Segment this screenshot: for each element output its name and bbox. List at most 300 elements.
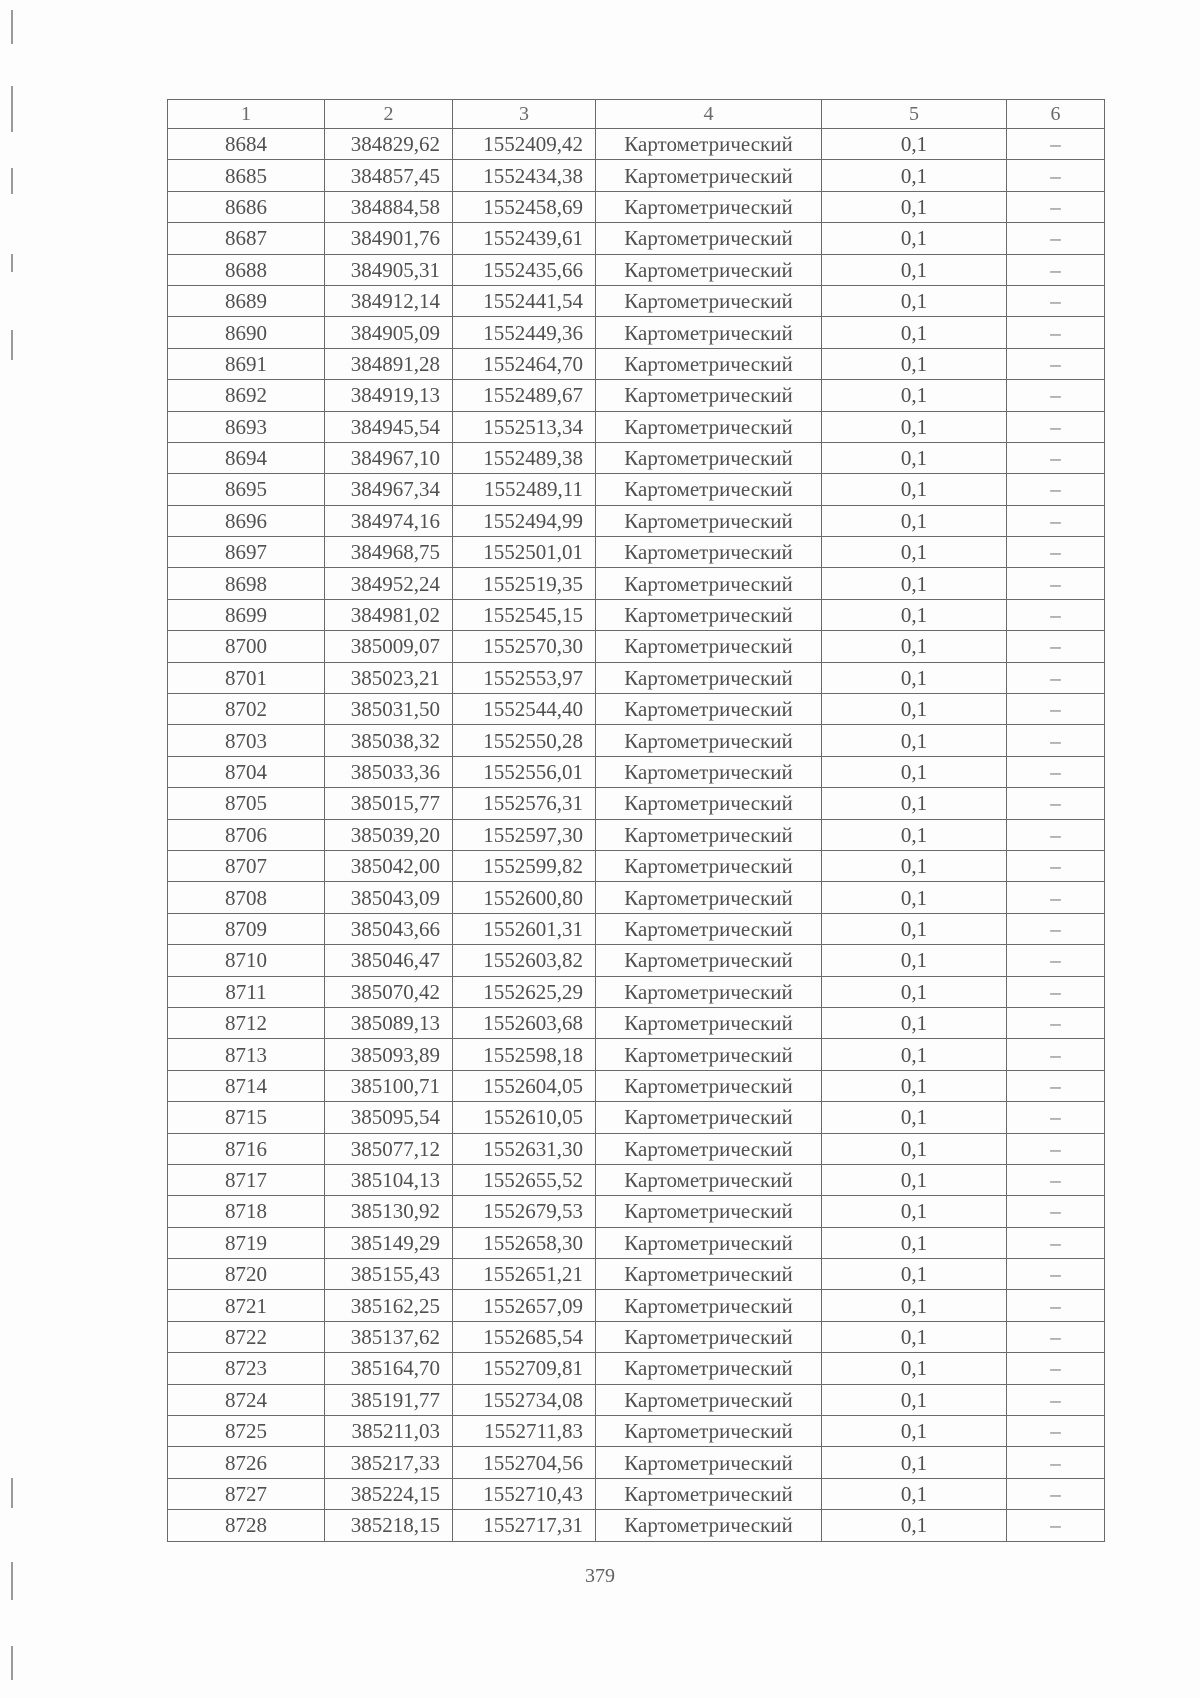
table-row (168, 1384, 1105, 1415)
cell-y-coordinate: 1552489,38 (453, 442, 596, 473)
cell-point-number: 8702 (168, 694, 325, 725)
cell-method: Картометрический (596, 788, 822, 819)
cell-x-coordinate: 385217,33 (325, 1447, 453, 1478)
column-header-1: 1 (168, 100, 325, 129)
cell-point-number: 8696 (168, 505, 325, 536)
cell-method: Картометрический (596, 505, 822, 536)
cell-accuracy: 0,1 (822, 725, 1007, 756)
cell-y-coordinate: 1552734,08 (453, 1384, 596, 1415)
cell-point-number: 8701 (168, 662, 325, 693)
cell-point-number: 8711 (168, 976, 325, 1007)
cell-note: – (1007, 380, 1105, 411)
cell-y-coordinate: 1552711,83 (453, 1416, 596, 1447)
cell-x-coordinate: 385031,50 (325, 694, 453, 725)
cell-note: – (1007, 819, 1105, 850)
cell-y-coordinate: 1552570,30 (453, 631, 596, 662)
cell-accuracy: 0,1 (822, 505, 1007, 536)
cell-y-coordinate: 1552709,81 (453, 1353, 596, 1384)
cell-method: Картометрический (596, 1039, 822, 1070)
cell-method: Картометрический (596, 191, 822, 222)
cell-accuracy: 0,1 (822, 1164, 1007, 1195)
cell-method: Картометрический (596, 1070, 822, 1101)
cell-method: Картометрический (596, 1227, 822, 1258)
cell-y-coordinate: 1552599,82 (453, 850, 596, 881)
cell-point-number: 8708 (168, 882, 325, 913)
cell-note: – (1007, 599, 1105, 630)
cell-y-coordinate: 1552600,80 (453, 882, 596, 913)
cell-note: – (1007, 694, 1105, 725)
cell-x-coordinate: 385043,09 (325, 882, 453, 913)
cell-point-number: 8714 (168, 1070, 325, 1101)
cell-y-coordinate: 1552545,15 (453, 599, 596, 630)
cell-x-coordinate: 385033,36 (325, 756, 453, 787)
cell-x-coordinate: 385095,54 (325, 1102, 453, 1133)
table-row (168, 788, 1105, 819)
cell-x-coordinate: 384968,75 (325, 537, 453, 568)
cell-y-coordinate: 1552464,70 (453, 348, 596, 379)
cell-method: Картометрический (596, 1133, 822, 1164)
table-row (168, 1321, 1105, 1352)
cell-point-number: 8704 (168, 756, 325, 787)
cell-accuracy: 0,1 (822, 380, 1007, 411)
cell-method: Картометрический (596, 380, 822, 411)
cell-note: – (1007, 1290, 1105, 1321)
cell-point-number: 8723 (168, 1353, 325, 1384)
table-header-row (168, 100, 1105, 129)
cell-accuracy: 0,1 (822, 882, 1007, 913)
cell-point-number: 8695 (168, 474, 325, 505)
table-row (168, 348, 1105, 379)
cell-y-coordinate: 1552489,11 (453, 474, 596, 505)
scan-edge-mark (11, 10, 13, 44)
cell-accuracy: 0,1 (822, 1416, 1007, 1447)
cell-y-coordinate: 1552519,35 (453, 568, 596, 599)
cell-accuracy: 0,1 (822, 1447, 1007, 1478)
cell-x-coordinate: 384905,31 (325, 254, 453, 285)
cell-x-coordinate: 385042,00 (325, 850, 453, 881)
cell-accuracy: 0,1 (822, 631, 1007, 662)
scan-edge-mark (11, 1646, 13, 1680)
table-row (168, 1353, 1105, 1384)
cell-x-coordinate: 384905,09 (325, 317, 453, 348)
cell-note: – (1007, 1447, 1105, 1478)
cell-accuracy: 0,1 (822, 474, 1007, 505)
cell-point-number: 8712 (168, 1007, 325, 1038)
cell-x-coordinate: 385046,47 (325, 945, 453, 976)
cell-y-coordinate: 1552717,31 (453, 1510, 596, 1541)
cell-method: Картометрический (596, 1384, 822, 1415)
cell-x-coordinate: 385015,77 (325, 788, 453, 819)
table-row (168, 662, 1105, 693)
cell-point-number: 8698 (168, 568, 325, 599)
cell-note: – (1007, 411, 1105, 442)
cell-y-coordinate: 1552449,36 (453, 317, 596, 348)
cell-note: – (1007, 285, 1105, 316)
cell-point-number: 8718 (168, 1196, 325, 1227)
cell-note: – (1007, 1227, 1105, 1258)
cell-note: – (1007, 1133, 1105, 1164)
cell-note: – (1007, 317, 1105, 348)
cell-y-coordinate: 1552601,31 (453, 913, 596, 944)
cell-y-coordinate: 1552679,53 (453, 1196, 596, 1227)
cell-method: Картометрический (596, 1353, 822, 1384)
cell-point-number: 8719 (168, 1227, 325, 1258)
cell-point-number: 8686 (168, 191, 325, 222)
table-row (168, 1227, 1105, 1258)
cell-x-coordinate: 385130,92 (325, 1196, 453, 1227)
cell-note: – (1007, 725, 1105, 756)
cell-y-coordinate: 1552441,54 (453, 285, 596, 316)
cell-y-coordinate: 1552710,43 (453, 1478, 596, 1509)
cell-accuracy: 0,1 (822, 285, 1007, 316)
column-header-6: 6 (1007, 100, 1105, 129)
table-body (168, 129, 1105, 1542)
cell-accuracy: 0,1 (822, 1478, 1007, 1509)
cell-method: Картометрический (596, 254, 822, 285)
cell-method: Картометрический (596, 474, 822, 505)
cell-x-coordinate: 384974,16 (325, 505, 453, 536)
cell-x-coordinate: 385164,70 (325, 1353, 453, 1384)
table-row (168, 160, 1105, 191)
cell-y-coordinate: 1552553,97 (453, 662, 596, 693)
cell-accuracy: 0,1 (822, 537, 1007, 568)
table-row (168, 850, 1105, 881)
cell-note: – (1007, 850, 1105, 881)
cell-accuracy: 0,1 (822, 411, 1007, 442)
cell-point-number: 8694 (168, 442, 325, 473)
cell-note: – (1007, 254, 1105, 285)
cell-note: – (1007, 945, 1105, 976)
column-header-4: 4 (596, 100, 822, 129)
cell-accuracy: 0,1 (822, 945, 1007, 976)
scan-edge-mark (11, 86, 13, 132)
cell-accuracy: 0,1 (822, 223, 1007, 254)
cell-note: – (1007, 1070, 1105, 1101)
cell-y-coordinate: 1552458,69 (453, 191, 596, 222)
cell-point-number: 8709 (168, 913, 325, 944)
table-row (168, 1007, 1105, 1038)
cell-method: Картометрический (596, 694, 822, 725)
cell-method: Картометрический (596, 756, 822, 787)
column-header-3: 3 (453, 100, 596, 129)
cell-point-number: 8710 (168, 945, 325, 976)
cell-note: – (1007, 788, 1105, 819)
table-row (168, 129, 1105, 160)
table-row (168, 631, 1105, 662)
cell-method: Картометрический (596, 882, 822, 913)
cell-point-number: 8725 (168, 1416, 325, 1447)
cell-method: Картометрический (596, 160, 822, 191)
cell-point-number: 8724 (168, 1384, 325, 1415)
scan-edge-mark (11, 254, 13, 272)
cell-note: – (1007, 1384, 1105, 1415)
cell-accuracy: 0,1 (822, 191, 1007, 222)
table-row (168, 819, 1105, 850)
cell-y-coordinate: 1552651,21 (453, 1259, 596, 1290)
cell-accuracy: 0,1 (822, 348, 1007, 379)
cell-y-coordinate: 1552556,01 (453, 756, 596, 787)
cell-accuracy: 0,1 (822, 1196, 1007, 1227)
table-row (168, 1133, 1105, 1164)
cell-point-number: 8727 (168, 1478, 325, 1509)
cell-y-coordinate: 1552655,52 (453, 1164, 596, 1195)
cell-y-coordinate: 1552658,30 (453, 1227, 596, 1258)
scan-edge-mark (11, 330, 13, 360)
cell-method: Картометрический (596, 976, 822, 1007)
cell-method: Картометрический (596, 411, 822, 442)
cell-y-coordinate: 1552610,05 (453, 1102, 596, 1133)
cell-x-coordinate: 385104,13 (325, 1164, 453, 1195)
cell-accuracy: 0,1 (822, 599, 1007, 630)
cell-x-coordinate: 385093,89 (325, 1039, 453, 1070)
cell-method: Картометрический (596, 819, 822, 850)
column-header-2: 2 (325, 100, 453, 129)
table-row (168, 411, 1105, 442)
cell-accuracy: 0,1 (822, 1384, 1007, 1415)
cell-x-coordinate: 385162,25 (325, 1290, 453, 1321)
cell-note: – (1007, 1007, 1105, 1038)
cell-point-number: 8726 (168, 1447, 325, 1478)
cell-note: – (1007, 913, 1105, 944)
cell-x-coordinate: 385100,71 (325, 1070, 453, 1101)
table-row (168, 1196, 1105, 1227)
cell-accuracy: 0,1 (822, 1039, 1007, 1070)
cell-y-coordinate: 1552409,42 (453, 129, 596, 160)
cell-y-coordinate: 1552704,56 (453, 1447, 596, 1478)
cell-method: Картометрический (596, 223, 822, 254)
cell-accuracy: 0,1 (822, 1007, 1007, 1038)
table-row (168, 1102, 1105, 1133)
cell-x-coordinate: 385039,20 (325, 819, 453, 850)
cell-x-coordinate: 384981,02 (325, 599, 453, 630)
table-row (168, 1259, 1105, 1290)
table-row (168, 285, 1105, 316)
cell-point-number: 8700 (168, 631, 325, 662)
cell-point-number: 8722 (168, 1321, 325, 1352)
table-row (168, 505, 1105, 536)
cell-method: Картометрический (596, 1007, 822, 1038)
cell-accuracy: 0,1 (822, 568, 1007, 599)
cell-y-coordinate: 1552597,30 (453, 819, 596, 850)
cell-accuracy: 0,1 (822, 254, 1007, 285)
cell-point-number: 8705 (168, 788, 325, 819)
cell-point-number: 8685 (168, 160, 325, 191)
cell-point-number: 8717 (168, 1164, 325, 1195)
cell-note: – (1007, 662, 1105, 693)
cell-note: – (1007, 1353, 1105, 1384)
table-row (168, 1039, 1105, 1070)
table-row (168, 725, 1105, 756)
cell-x-coordinate: 385218,15 (325, 1510, 453, 1541)
cell-method: Картометрический (596, 1259, 822, 1290)
cell-x-coordinate: 385043,66 (325, 913, 453, 944)
cell-note: – (1007, 474, 1105, 505)
table-row (168, 254, 1105, 285)
cell-note: – (1007, 756, 1105, 787)
cell-note: – (1007, 223, 1105, 254)
cell-x-coordinate: 384857,45 (325, 160, 453, 191)
cell-note: – (1007, 631, 1105, 662)
table-row (168, 694, 1105, 725)
cell-method: Картометрический (596, 913, 822, 944)
cell-note: – (1007, 568, 1105, 599)
cell-y-coordinate: 1552513,34 (453, 411, 596, 442)
table-row (168, 945, 1105, 976)
cell-y-coordinate: 1552631,30 (453, 1133, 596, 1164)
cell-accuracy: 0,1 (822, 1259, 1007, 1290)
cell-accuracy: 0,1 (822, 1510, 1007, 1541)
cell-accuracy: 0,1 (822, 662, 1007, 693)
cell-note: – (1007, 129, 1105, 160)
cell-x-coordinate: 385155,43 (325, 1259, 453, 1290)
cell-x-coordinate: 384967,34 (325, 474, 453, 505)
table-row (168, 1070, 1105, 1101)
cell-point-number: 8716 (168, 1133, 325, 1164)
table-row (168, 568, 1105, 599)
cell-note: – (1007, 160, 1105, 191)
scan-edge-mark (11, 1478, 13, 1508)
cell-x-coordinate: 384919,13 (325, 380, 453, 411)
table-row (168, 913, 1105, 944)
table-row (168, 474, 1105, 505)
cell-x-coordinate: 384912,14 (325, 285, 453, 316)
cell-point-number: 8692 (168, 380, 325, 411)
cell-method: Картометрический (596, 599, 822, 630)
cell-method: Картометрический (596, 1164, 822, 1195)
cell-point-number: 8715 (168, 1102, 325, 1133)
cell-method: Картометрический (596, 1478, 822, 1509)
cell-y-coordinate: 1552625,29 (453, 976, 596, 1007)
cell-accuracy: 0,1 (822, 1227, 1007, 1258)
cell-y-coordinate: 1552494,99 (453, 505, 596, 536)
cell-method: Картометрический (596, 945, 822, 976)
cell-x-coordinate: 384884,58 (325, 191, 453, 222)
cell-x-coordinate: 384967,10 (325, 442, 453, 473)
cell-note: – (1007, 1321, 1105, 1352)
cell-method: Картометрический (596, 725, 822, 756)
cell-y-coordinate: 1552435,66 (453, 254, 596, 285)
cell-x-coordinate: 384945,54 (325, 411, 453, 442)
cell-y-coordinate: 1552434,38 (453, 160, 596, 191)
cell-y-coordinate: 1552489,67 (453, 380, 596, 411)
table-row (168, 882, 1105, 913)
cell-accuracy: 0,1 (822, 850, 1007, 881)
cell-accuracy: 0,1 (822, 160, 1007, 191)
cell-accuracy: 0,1 (822, 694, 1007, 725)
cell-note: – (1007, 882, 1105, 913)
cell-accuracy: 0,1 (822, 1133, 1007, 1164)
cell-y-coordinate: 1552576,31 (453, 788, 596, 819)
cell-method: Картометрический (596, 1102, 822, 1133)
cell-note: – (1007, 1416, 1105, 1447)
table-row (168, 1416, 1105, 1447)
cell-y-coordinate: 1552657,09 (453, 1290, 596, 1321)
cell-y-coordinate: 1552501,01 (453, 537, 596, 568)
table-row (168, 442, 1105, 473)
scan-edge-mark (11, 168, 13, 194)
table-row (168, 976, 1105, 1007)
cell-note: – (1007, 442, 1105, 473)
cell-note: – (1007, 348, 1105, 379)
table-row (168, 599, 1105, 630)
cell-point-number: 8697 (168, 537, 325, 568)
cell-method: Картометрический (596, 1290, 822, 1321)
cell-method: Картометрический (596, 317, 822, 348)
cell-x-coordinate: 385224,15 (325, 1478, 453, 1509)
cell-point-number: 8688 (168, 254, 325, 285)
cell-accuracy: 0,1 (822, 1353, 1007, 1384)
table-row (168, 223, 1105, 254)
cell-y-coordinate: 1552598,18 (453, 1039, 596, 1070)
cell-x-coordinate: 385023,21 (325, 662, 453, 693)
cell-note: – (1007, 1196, 1105, 1227)
cell-note: – (1007, 505, 1105, 536)
cell-method: Картометрический (596, 631, 822, 662)
cell-method: Картометрический (596, 568, 822, 599)
table-row (168, 1290, 1105, 1321)
cell-x-coordinate: 385038,32 (325, 725, 453, 756)
cell-point-number: 8693 (168, 411, 325, 442)
cell-y-coordinate: 1552604,05 (453, 1070, 596, 1101)
table-row (168, 380, 1105, 411)
cell-x-coordinate: 384901,76 (325, 223, 453, 254)
cell-note: – (1007, 1039, 1105, 1070)
cell-point-number: 8691 (168, 348, 325, 379)
cell-accuracy: 0,1 (822, 442, 1007, 473)
table-row (168, 1447, 1105, 1478)
table-row (168, 191, 1105, 222)
table-row (168, 1164, 1105, 1195)
cell-accuracy: 0,1 (822, 788, 1007, 819)
cell-point-number: 8699 (168, 599, 325, 630)
cell-note: – (1007, 1164, 1105, 1195)
column-header-5: 5 (822, 100, 1007, 129)
cell-point-number: 8707 (168, 850, 325, 881)
cell-y-coordinate: 1552603,82 (453, 945, 596, 976)
cell-x-coordinate: 385089,13 (325, 1007, 453, 1038)
cell-point-number: 8689 (168, 285, 325, 316)
cell-method: Картометрический (596, 285, 822, 316)
cell-method: Картометрический (596, 537, 822, 568)
cell-point-number: 8706 (168, 819, 325, 850)
cell-accuracy: 0,1 (822, 1321, 1007, 1352)
cell-point-number: 8713 (168, 1039, 325, 1070)
cell-note: – (1007, 191, 1105, 222)
cell-x-coordinate: 384829,62 (325, 129, 453, 160)
cell-x-coordinate: 384952,24 (325, 568, 453, 599)
cell-y-coordinate: 1552603,68 (453, 1007, 596, 1038)
table-row (168, 317, 1105, 348)
cell-point-number: 8684 (168, 129, 325, 160)
table-row (168, 1478, 1105, 1509)
cell-method: Картометрический (596, 1510, 822, 1541)
cell-point-number: 8728 (168, 1510, 325, 1541)
cell-method: Картометрический (596, 850, 822, 881)
cell-method: Картометрический (596, 662, 822, 693)
cell-note: – (1007, 976, 1105, 1007)
cell-note: – (1007, 1259, 1105, 1290)
cell-accuracy: 0,1 (822, 317, 1007, 348)
page-number: 379 (585, 1565, 615, 1587)
cell-method: Картометрический (596, 442, 822, 473)
cell-x-coordinate: 385149,29 (325, 1227, 453, 1258)
cell-x-coordinate: 385137,62 (325, 1321, 453, 1352)
cell-method: Картометрический (596, 1196, 822, 1227)
cell-x-coordinate: 385070,42 (325, 976, 453, 1007)
cell-y-coordinate: 1552550,28 (453, 725, 596, 756)
cell-x-coordinate: 385077,12 (325, 1133, 453, 1164)
coordinates-table (167, 99, 1105, 1542)
